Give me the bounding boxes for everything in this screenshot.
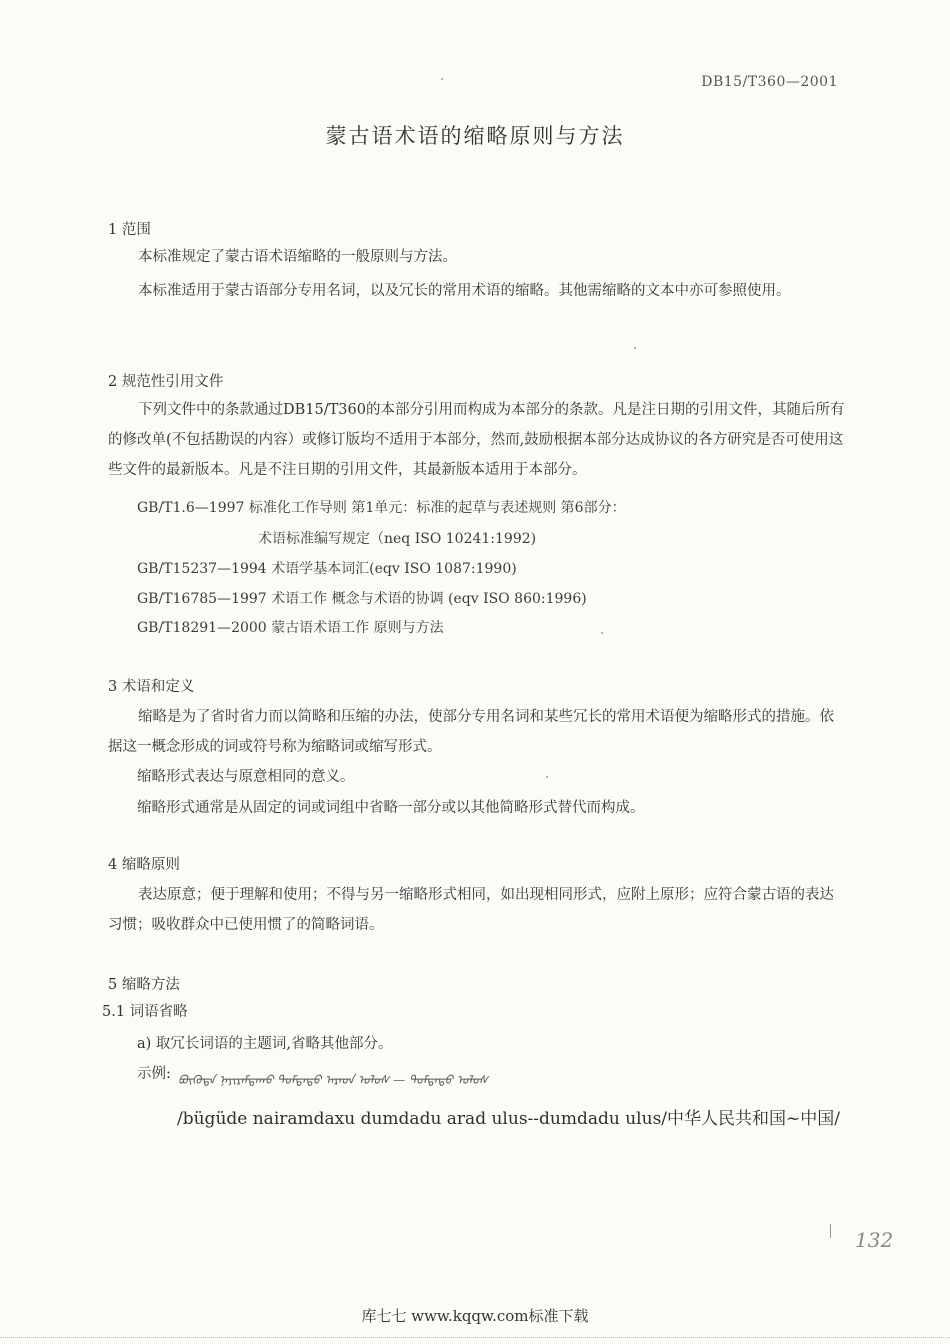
section-3-heading: 3 术语和定义: [108, 679, 195, 695]
section-1-paragraph-1: 本标准规定了蒙古语术语缩略的一般原则与方法。: [138, 249, 457, 265]
reference-item: GB/T18291—2000 蒙古语术语工作 原则与方法: [137, 620, 444, 636]
scan-speck: [546, 776, 548, 778]
scan-edge: [0, 1337, 950, 1344]
example-label: 示例:: [137, 1066, 171, 1082]
section-3-paragraph-2: 缩略形式表达与原意相同的意义。: [137, 769, 355, 785]
reference-item: GB/T1.6—1997 标准化工作导则 第1单元：标准的起草与表述规则 第6部分：: [137, 500, 626, 516]
section-2-heading: 2 规范性引用文件: [108, 374, 224, 390]
subsection-5-1-heading: 5.1 词语省略: [102, 1004, 188, 1020]
section-3-paragraph-3: 缩略形式通常是从固定的词或词组中省略一部分或以其他简略形式替代而构成。: [137, 800, 645, 816]
scan-speck: [634, 347, 636, 349]
document-title: 蒙古语术语的缩略原则与方法: [325, 124, 625, 148]
section-2-paragraph-1: 下列文件中的条款通过DB15/T360的本部分引用而构成为本部分的条款。凡是注日期的引用文件，其随后所有的修改单(不包括勘误的内容）或修订版均不适用于本部分，然而,鼓励根据本部分达成协议的各方研究是否可使用这些文件的最新版本。凡是不注日期的引用文件，其最新版本适用于本部分。: [108, 402, 845, 478]
mongolian-script-example: ᠪᠦᠭᠦᠳᠡ ᠨᠠᠶᠢᠷᠠᠮᠳᠠᠬᠤ ᠳᠤᠮᠳᠠᠳᠤ ᠠᠷᠠᠳ ᠤᠯᠤᠰ — ᠳᠤᠮᠳᠠᠳᠤ ᠤᠯᠤᠰ: [178, 1073, 489, 1087]
document-code: DB15/T360—2001: [701, 74, 838, 90]
section-1-paragraph-2: 本标准适用于蒙古语部分专用名词，以及冗长的常用术语的缩略。其他需缩略的文本中亦可参照使用。: [138, 283, 791, 299]
reference-item: GB/T16785—1997 术语工作 概念与术语的协调 (eqv ISO 860:1996): [137, 591, 587, 607]
section-4-heading: 4 缩略原则: [108, 857, 180, 873]
transliteration-example: /bügüde nairamdaxu dumdadu arad ulus--dumdadu ulus/中华人民共和国~中国/: [177, 1109, 840, 1129]
margin-mark: [830, 1224, 831, 1238]
footer-watermark: 库七七 www.kqqw.com标准下载: [361, 1307, 589, 1325]
section-3-paragraph-1: 缩略是为了省时省力而以简略和压缩的办法，使部分专用名词和某些冗长的常用术语便为缩略形式的措施。依据这一概念形成的词或符号称为缩略词或缩写形式。: [108, 709, 834, 755]
scan-speck: [441, 78, 443, 80]
scan-speck: [601, 632, 603, 634]
handwritten-page-number: 132: [855, 1228, 894, 1252]
section-4-paragraph-1: 表达原意；便于理解和使用；不得与另一缩略形式相同，如出现相同形式，应附上原形；应符合蒙古语的表达习惯；吸收群众中已使用惯了的简略词语。: [108, 887, 834, 933]
item-a: a) 取冗长词语的主题词,省略其他部分。: [137, 1036, 393, 1052]
section-1-heading: 1 范围: [108, 222, 151, 238]
section-5-heading: 5 缩略方法: [108, 977, 180, 993]
reference-item-continuation: 术语标准编写规定（neq ISO 10241:1992): [258, 531, 537, 547]
reference-item: GB/T15237—1994 术语学基本词汇(eqv ISO 1087:1990): [137, 561, 517, 577]
